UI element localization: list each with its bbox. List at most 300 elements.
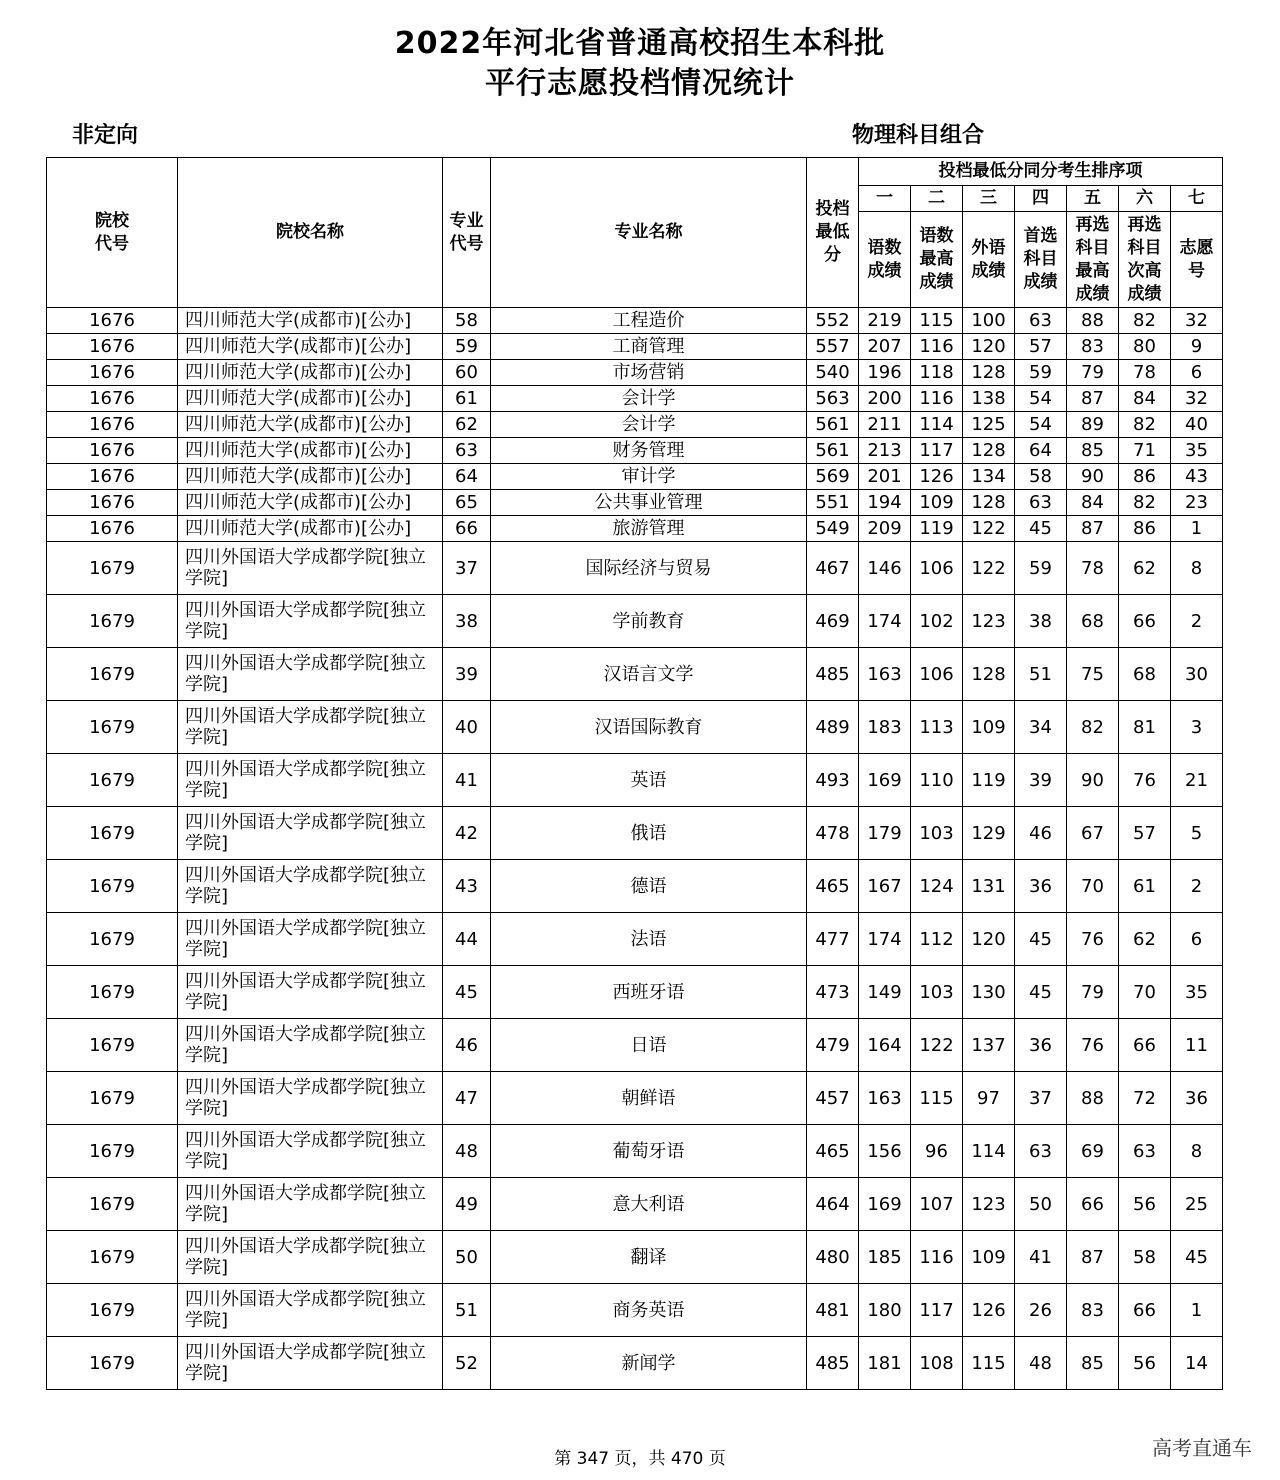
cell-major-code: 65 (443, 490, 491, 516)
cell-volunteer-no: 6 (1171, 913, 1223, 966)
cell-tiebreak-4: 63 (1015, 1125, 1067, 1178)
cell-major-code: 45 (443, 966, 491, 1019)
cell-tiebreak-4: 57 (1015, 334, 1067, 360)
cell-tiebreak-1: 207 (859, 334, 911, 360)
cell-tiebreak-6: 66 (1119, 1284, 1171, 1337)
cell-tiebreak-6: 80 (1119, 334, 1171, 360)
cell-tiebreak-1: 163 (859, 1072, 911, 1125)
header-major-code-text: 专业代号 (449, 210, 484, 254)
cell-tiebreak-3: 109 (963, 1231, 1015, 1284)
cell-tiebreak-3: 128 (963, 360, 1015, 386)
cell-tiebreak-4: 63 (1015, 490, 1067, 516)
cell-volunteer-no: 1 (1171, 516, 1223, 542)
cell-school-name: 四川外国语大学成都学院[独立学院] (178, 595, 443, 648)
cell-min-score: 493 (807, 754, 859, 807)
cell-tiebreak-5: 68 (1067, 595, 1119, 648)
cell-tiebreak-6: 58 (1119, 1231, 1171, 1284)
cell-tiebreak-2: 118 (911, 360, 963, 386)
cell-school-code: 1676 (47, 516, 178, 542)
cell-min-score: 557 (807, 334, 859, 360)
cell-volunteer-no: 32 (1171, 308, 1223, 334)
watermark: 高考直通车 (1152, 1436, 1252, 1460)
cell-tiebreak-2: 115 (911, 1072, 963, 1125)
cell-tiebreak-3: 120 (963, 913, 1015, 966)
cell-tiebreak-4: 50 (1015, 1178, 1067, 1231)
cell-major-name: 市场营销 (491, 360, 807, 386)
cell-min-score: 485 (807, 1337, 859, 1390)
header-sub-text-6: 再选科目次高成绩 (1127, 214, 1162, 304)
table-row (47, 464, 1223, 490)
cell-tiebreak-6: 56 (1119, 1337, 1171, 1390)
cell-tiebreak-6: 84 (1119, 386, 1171, 412)
cell-tiebreak-3: 114 (963, 1125, 1015, 1178)
cell-tiebreak-5: 83 (1067, 334, 1119, 360)
cell-volunteer-no: 35 (1171, 966, 1223, 1019)
header-tiebreak-group: 投档最低分同分考生排序项 (859, 158, 1223, 186)
cell-school-code: 1679 (47, 542, 178, 595)
cell-tiebreak-4: 59 (1015, 542, 1067, 595)
cell-tiebreak-3: 138 (963, 386, 1015, 412)
cell-tiebreak-6: 72 (1119, 1072, 1171, 1125)
cell-tiebreak-2: 116 (911, 334, 963, 360)
table-row (47, 1178, 1223, 1231)
cell-tiebreak-4: 45 (1015, 516, 1067, 542)
header-sub-text-3: 外语成绩 (971, 237, 1006, 281)
table-row (47, 386, 1223, 412)
header-sub-6 (1119, 212, 1171, 308)
cell-tiebreak-5: 85 (1067, 1337, 1119, 1390)
table-row (47, 913, 1223, 966)
cell-school-code: 1679 (47, 1019, 178, 1072)
cell-school-name: 四川外国语大学成都学院[独立学院] (178, 807, 443, 860)
cell-major-name: 商务英语 (491, 1284, 807, 1337)
cell-tiebreak-2: 103 (911, 966, 963, 1019)
cell-tiebreak-4: 36 (1015, 860, 1067, 913)
cell-school-code: 1676 (47, 308, 178, 334)
cell-tiebreak-2: 124 (911, 860, 963, 913)
cell-tiebreak-3: 128 (963, 648, 1015, 701)
cell-tiebreak-1: 163 (859, 648, 911, 701)
cell-tiebreak-4: 45 (1015, 966, 1067, 1019)
cell-min-score: 465 (807, 860, 859, 913)
cell-tiebreak-2: 110 (911, 754, 963, 807)
header-sub-text-1: 语数成绩 (867, 237, 902, 281)
cell-major-code: 41 (443, 754, 491, 807)
table-row (47, 701, 1223, 754)
cell-tiebreak-1: 149 (859, 966, 911, 1019)
cell-volunteer-no: 1 (1171, 1284, 1223, 1337)
cell-major-name: 会计学 (491, 412, 807, 438)
cell-major-name: 汉语言文学 (491, 648, 807, 701)
table-row (47, 1337, 1223, 1390)
table-row (47, 1125, 1223, 1178)
cell-tiebreak-6: 61 (1119, 860, 1171, 913)
header-sub-7 (1171, 212, 1223, 308)
cell-volunteer-no: 43 (1171, 464, 1223, 490)
cell-tiebreak-6: 82 (1119, 308, 1171, 334)
cell-volunteer-no: 8 (1171, 1125, 1223, 1178)
cell-volunteer-no: 40 (1171, 412, 1223, 438)
cell-tiebreak-3: 129 (963, 807, 1015, 860)
header-sub-text-5: 再选科目最高成绩 (1075, 214, 1110, 304)
cell-tiebreak-4: 26 (1015, 1284, 1067, 1337)
cell-tiebreak-2: 106 (911, 542, 963, 595)
page-title: 2022年河北省普通高校招生本科批 (394, 26, 886, 61)
cell-major-name: 德语 (491, 860, 807, 913)
cell-tiebreak-5: 87 (1067, 386, 1119, 412)
header-rank-7: 七 (1171, 186, 1223, 212)
cell-min-score: 457 (807, 1072, 859, 1125)
cell-tiebreak-5: 90 (1067, 464, 1119, 490)
cell-major-code: 47 (443, 1072, 491, 1125)
cell-tiebreak-4: 51 (1015, 648, 1067, 701)
cell-major-name: 工商管理 (491, 334, 807, 360)
header-sub-text-4: 首选科目成绩 (1023, 226, 1058, 292)
cell-tiebreak-5: 87 (1067, 516, 1119, 542)
cell-major-name: 公共事业管理 (491, 490, 807, 516)
cell-tiebreak-3: 109 (963, 701, 1015, 754)
cell-min-score: 478 (807, 807, 859, 860)
cell-tiebreak-4: 54 (1015, 386, 1067, 412)
header-sub-3 (963, 212, 1015, 308)
cell-school-code: 1676 (47, 412, 178, 438)
cell-school-code: 1679 (47, 860, 178, 913)
admission-table (46, 157, 1223, 1390)
cell-tiebreak-4: 36 (1015, 1019, 1067, 1072)
cell-tiebreak-5: 79 (1067, 966, 1119, 1019)
cell-tiebreak-1: 167 (859, 860, 911, 913)
cell-school-code: 1679 (47, 1284, 178, 1337)
header-min-score-text: 投档最低分 (815, 199, 850, 265)
cell-tiebreak-6: 71 (1119, 438, 1171, 464)
cell-tiebreak-1: 181 (859, 1337, 911, 1390)
cell-min-score: 473 (807, 966, 859, 1019)
cell-tiebreak-3: 120 (963, 334, 1015, 360)
cell-school-name: 四川师范大学(成都市)[公办] (178, 412, 443, 438)
cell-tiebreak-4: 48 (1015, 1337, 1067, 1390)
table-row (47, 412, 1223, 438)
cell-tiebreak-1: 169 (859, 754, 911, 807)
header-sub-1 (859, 212, 911, 308)
cell-tiebreak-6: 82 (1119, 412, 1171, 438)
cell-school-code: 1679 (47, 754, 178, 807)
page-footer: 第 347 页，共 470 页 (554, 1449, 726, 1469)
cell-volunteer-no: 32 (1171, 386, 1223, 412)
table-row (47, 966, 1223, 1019)
cell-major-name: 新闻学 (491, 1337, 807, 1390)
cell-tiebreak-5: 88 (1067, 308, 1119, 334)
cell-school-code: 1676 (47, 386, 178, 412)
table-row (47, 516, 1223, 542)
table-row (47, 1019, 1223, 1072)
cell-min-score: 464 (807, 1178, 859, 1231)
cell-school-code: 1679 (47, 648, 178, 701)
cell-school-name: 四川外国语大学成都学院[独立学院] (178, 1178, 443, 1231)
cell-major-code: 49 (443, 1178, 491, 1231)
cell-tiebreak-6: 86 (1119, 516, 1171, 542)
cell-tiebreak-5: 82 (1067, 701, 1119, 754)
cell-volunteer-no: 45 (1171, 1231, 1223, 1284)
cell-volunteer-no: 2 (1171, 595, 1223, 648)
cell-school-code: 1679 (47, 1231, 178, 1284)
header-rank-2: 二 (911, 186, 963, 212)
cell-tiebreak-5: 75 (1067, 648, 1119, 701)
cell-min-score: 563 (807, 386, 859, 412)
cell-school-code: 1679 (47, 1125, 178, 1178)
cell-tiebreak-4: 46 (1015, 807, 1067, 860)
cell-tiebreak-3: 130 (963, 966, 1015, 1019)
cell-tiebreak-6: 78 (1119, 360, 1171, 386)
cell-tiebreak-2: 116 (911, 386, 963, 412)
cell-major-code: 40 (443, 701, 491, 754)
header-major-code (443, 158, 491, 308)
table-row (47, 860, 1223, 913)
table-row (47, 1231, 1223, 1284)
table-row (47, 1072, 1223, 1125)
cell-school-name: 四川外国语大学成都学院[独立学院] (178, 701, 443, 754)
cell-tiebreak-5: 87 (1067, 1231, 1119, 1284)
cell-tiebreak-4: 54 (1015, 412, 1067, 438)
cell-school-name: 四川外国语大学成都学院[独立学院] (178, 1072, 443, 1125)
page-subtitle: 平行志愿投档情况统计 (485, 66, 795, 101)
cell-tiebreak-5: 84 (1067, 490, 1119, 516)
cell-tiebreak-3: 137 (963, 1019, 1015, 1072)
cell-min-score: 561 (807, 438, 859, 464)
cell-tiebreak-6: 66 (1119, 595, 1171, 648)
cell-tiebreak-1: 156 (859, 1125, 911, 1178)
cell-tiebreak-3: 125 (963, 412, 1015, 438)
cell-min-score: 569 (807, 464, 859, 490)
cell-tiebreak-1: 179 (859, 807, 911, 860)
cell-school-name: 四川师范大学(成都市)[公办] (178, 490, 443, 516)
cell-major-code: 52 (443, 1337, 491, 1390)
cell-major-code: 50 (443, 1231, 491, 1284)
cell-tiebreak-1: 146 (859, 542, 911, 595)
cell-min-score: 467 (807, 542, 859, 595)
cell-volunteer-no: 3 (1171, 701, 1223, 754)
cell-school-code: 1676 (47, 464, 178, 490)
cell-major-code: 43 (443, 860, 491, 913)
category-right: 物理科目组合 (852, 123, 985, 148)
cell-tiebreak-3: 115 (963, 1337, 1015, 1390)
header-sub-4 (1015, 212, 1067, 308)
cell-school-name: 四川外国语大学成都学院[独立学院] (178, 966, 443, 1019)
cell-major-code: 61 (443, 386, 491, 412)
cell-tiebreak-6: 70 (1119, 966, 1171, 1019)
cell-tiebreak-4: 41 (1015, 1231, 1067, 1284)
header-min-score (807, 158, 859, 308)
cell-school-code: 1676 (47, 438, 178, 464)
table-row (47, 490, 1223, 516)
cell-tiebreak-4: 37 (1015, 1072, 1067, 1125)
cell-major-name: 俄语 (491, 807, 807, 860)
cell-tiebreak-4: 58 (1015, 464, 1067, 490)
cell-volunteer-no: 2 (1171, 860, 1223, 913)
cell-school-code: 1676 (47, 490, 178, 516)
header-sub-5 (1067, 212, 1119, 308)
cell-tiebreak-2: 103 (911, 807, 963, 860)
cell-tiebreak-3: 131 (963, 860, 1015, 913)
cell-major-name: 国际经济与贸易 (491, 542, 807, 595)
cell-tiebreak-5: 78 (1067, 542, 1119, 595)
cell-tiebreak-6: 57 (1119, 807, 1171, 860)
cell-tiebreak-2: 116 (911, 1231, 963, 1284)
cell-tiebreak-2: 106 (911, 648, 963, 701)
cell-major-name: 西班牙语 (491, 966, 807, 1019)
cell-major-code: 42 (443, 807, 491, 860)
cell-major-code: 59 (443, 334, 491, 360)
cell-major-name: 英语 (491, 754, 807, 807)
cell-tiebreak-1: 180 (859, 1284, 911, 1337)
cell-volunteer-no: 6 (1171, 360, 1223, 386)
cell-major-code: 39 (443, 648, 491, 701)
cell-tiebreak-4: 38 (1015, 595, 1067, 648)
cell-tiebreak-5: 69 (1067, 1125, 1119, 1178)
cell-tiebreak-3: 122 (963, 542, 1015, 595)
cell-tiebreak-3: 97 (963, 1072, 1015, 1125)
cell-tiebreak-1: 194 (859, 490, 911, 516)
cell-tiebreak-1: 164 (859, 1019, 911, 1072)
cell-min-score: 480 (807, 1231, 859, 1284)
cell-tiebreak-5: 90 (1067, 754, 1119, 807)
cell-major-name: 葡萄牙语 (491, 1125, 807, 1178)
cell-tiebreak-2: 112 (911, 913, 963, 966)
cell-tiebreak-2: 102 (911, 595, 963, 648)
cell-tiebreak-2: 96 (911, 1125, 963, 1178)
cell-school-code: 1679 (47, 1072, 178, 1125)
cell-school-name: 四川外国语大学成都学院[独立学院] (178, 1125, 443, 1178)
cell-tiebreak-2: 117 (911, 1284, 963, 1337)
cell-school-name: 四川外国语大学成都学院[独立学院] (178, 1284, 443, 1337)
cell-major-name: 工程造价 (491, 308, 807, 334)
cell-volunteer-no: 36 (1171, 1072, 1223, 1125)
cell-major-code: 63 (443, 438, 491, 464)
cell-school-name: 四川外国语大学成都学院[独立学院] (178, 542, 443, 595)
cell-school-code: 1679 (47, 807, 178, 860)
cell-school-code: 1676 (47, 360, 178, 386)
cell-min-score: 551 (807, 490, 859, 516)
cell-min-score: 485 (807, 648, 859, 701)
cell-major-code: 60 (443, 360, 491, 386)
cell-tiebreak-3: 134 (963, 464, 1015, 490)
header-rank-5: 五 (1067, 186, 1119, 212)
cell-school-code: 1676 (47, 334, 178, 360)
table-row (47, 542, 1223, 595)
cell-major-code: 66 (443, 516, 491, 542)
cell-school-name: 四川外国语大学成都学院[独立学院] (178, 648, 443, 701)
table-row (47, 754, 1223, 807)
cell-tiebreak-2: 115 (911, 308, 963, 334)
cell-tiebreak-3: 123 (963, 595, 1015, 648)
cell-tiebreak-5: 88 (1067, 1072, 1119, 1125)
cell-volunteer-no: 23 (1171, 490, 1223, 516)
cell-school-name: 四川外国语大学成都学院[独立学院] (178, 860, 443, 913)
cell-tiebreak-2: 122 (911, 1019, 963, 1072)
table-row (47, 334, 1223, 360)
cell-tiebreak-5: 67 (1067, 807, 1119, 860)
cell-school-name: 四川外国语大学成都学院[独立学院] (178, 913, 443, 966)
cell-school-name: 四川师范大学(成都市)[公办] (178, 516, 443, 542)
cell-school-code: 1679 (47, 595, 178, 648)
cell-school-name: 四川师范大学(成都市)[公办] (178, 360, 443, 386)
cell-tiebreak-4: 64 (1015, 438, 1067, 464)
cell-major-code: 58 (443, 308, 491, 334)
cell-major-code: 64 (443, 464, 491, 490)
cell-tiebreak-1: 174 (859, 595, 911, 648)
cell-tiebreak-1: 183 (859, 701, 911, 754)
cell-school-name: 四川师范大学(成都市)[公办] (178, 438, 443, 464)
cell-major-code: 48 (443, 1125, 491, 1178)
cell-tiebreak-5: 79 (1067, 360, 1119, 386)
cell-min-score: 465 (807, 1125, 859, 1178)
cell-tiebreak-4: 34 (1015, 701, 1067, 754)
cell-tiebreak-6: 66 (1119, 1019, 1171, 1072)
cell-school-name: 四川外国语大学成都学院[独立学院] (178, 1019, 443, 1072)
cell-tiebreak-1: 185 (859, 1231, 911, 1284)
cell-tiebreak-2: 114 (911, 412, 963, 438)
cell-tiebreak-4: 39 (1015, 754, 1067, 807)
cell-min-score: 549 (807, 516, 859, 542)
cell-school-code: 1679 (47, 913, 178, 966)
cell-tiebreak-5: 76 (1067, 1019, 1119, 1072)
cell-volunteer-no: 21 (1171, 754, 1223, 807)
cell-min-score: 469 (807, 595, 859, 648)
cell-min-score: 477 (807, 913, 859, 966)
cell-min-score: 479 (807, 1019, 859, 1072)
cell-tiebreak-6: 63 (1119, 1125, 1171, 1178)
cell-volunteer-no: 30 (1171, 648, 1223, 701)
cell-min-score: 489 (807, 701, 859, 754)
cell-tiebreak-6: 62 (1119, 542, 1171, 595)
cell-min-score: 540 (807, 360, 859, 386)
cell-major-code: 46 (443, 1019, 491, 1072)
cell-min-score: 561 (807, 412, 859, 438)
table-row (47, 438, 1223, 464)
cell-tiebreak-6: 82 (1119, 490, 1171, 516)
cell-major-code: 62 (443, 412, 491, 438)
cell-tiebreak-4: 59 (1015, 360, 1067, 386)
cell-tiebreak-3: 128 (963, 438, 1015, 464)
cell-major-name: 意大利语 (491, 1178, 807, 1231)
cell-major-name: 汉语国际教育 (491, 701, 807, 754)
cell-min-score: 552 (807, 308, 859, 334)
cell-tiebreak-6: 56 (1119, 1178, 1171, 1231)
cell-major-code: 38 (443, 595, 491, 648)
cell-major-name: 财务管理 (491, 438, 807, 464)
table-row (47, 807, 1223, 860)
cell-major-code: 37 (443, 542, 491, 595)
cell-tiebreak-5: 76 (1067, 913, 1119, 966)
cell-volunteer-no: 9 (1171, 334, 1223, 360)
header-rank-3: 三 (963, 186, 1015, 212)
header-school-code-text: 院校代号 (94, 210, 129, 254)
cell-tiebreak-5: 85 (1067, 438, 1119, 464)
cell-school-name: 四川师范大学(成都市)[公办] (178, 464, 443, 490)
header-rank-4: 四 (1015, 186, 1067, 212)
cell-tiebreak-3: 126 (963, 1284, 1015, 1337)
table-row (47, 648, 1223, 701)
cell-school-code: 1679 (47, 1337, 178, 1390)
cell-tiebreak-1: 200 (859, 386, 911, 412)
header-rank-6: 六 (1119, 186, 1171, 212)
cell-tiebreak-6: 76 (1119, 754, 1171, 807)
cell-tiebreak-1: 169 (859, 1178, 911, 1231)
cell-school-name: 四川师范大学(成都市)[公办] (178, 386, 443, 412)
cell-tiebreak-4: 45 (1015, 913, 1067, 966)
cell-major-name: 翻译 (491, 1231, 807, 1284)
header-major-name: 专业名称 (491, 158, 807, 308)
header-sub-2 (911, 212, 963, 308)
